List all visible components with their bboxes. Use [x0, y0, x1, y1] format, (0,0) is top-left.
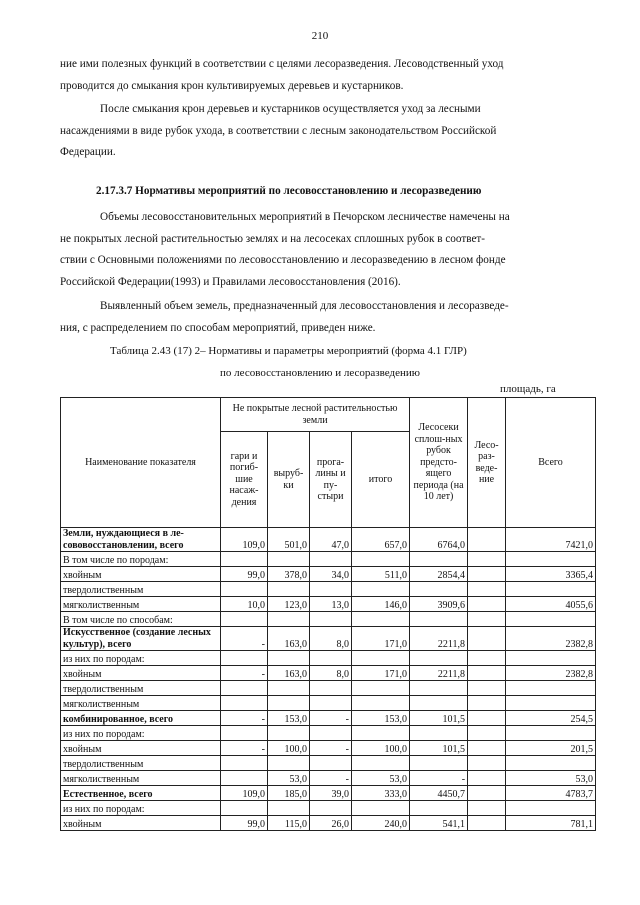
row-value	[468, 627, 506, 651]
row-value	[352, 681, 410, 696]
row-value: 4450,7	[410, 786, 468, 801]
row-value	[468, 756, 506, 771]
row-value	[221, 801, 268, 816]
table-row	[61, 816, 596, 831]
header-grand-total: Всего	[506, 398, 596, 528]
row-value: 541,1	[410, 816, 468, 831]
row-value: 146,0	[352, 597, 410, 612]
row-value: 13,0	[310, 597, 352, 612]
table-row	[61, 801, 596, 816]
table-row	[61, 612, 596, 627]
row-value: 53,0	[268, 771, 310, 786]
row-value	[221, 651, 268, 666]
row-value	[310, 756, 352, 771]
text-line: Выявленный объем земель, предназначенный для лесовосстановления и лесоразведе-	[100, 300, 509, 312]
row-value: 8,0	[310, 627, 352, 651]
row-value: 4055,6	[506, 597, 596, 612]
row-label: твердолиственным	[61, 681, 221, 696]
header-name: Наименование показателя	[61, 398, 221, 528]
row-value	[310, 681, 352, 696]
row-value	[310, 552, 352, 567]
table-row	[61, 681, 596, 696]
header-cutover: выруб-ки	[268, 432, 310, 528]
data-table	[60, 397, 596, 831]
row-value	[221, 756, 268, 771]
row-value: 240,0	[352, 816, 410, 831]
row-value: 8,0	[310, 666, 352, 681]
row-value	[506, 612, 596, 627]
table-row	[61, 696, 596, 711]
row-value: 10,0	[221, 597, 268, 612]
row-value	[221, 696, 268, 711]
text-line: ния, с распределением по способам мероприятий, приведен ниже.	[60, 321, 376, 334]
row-value	[468, 528, 506, 552]
row-value	[268, 726, 310, 741]
row-value	[468, 816, 506, 831]
row-value: 99,0	[221, 567, 268, 582]
row-value: -	[310, 771, 352, 786]
row-label: Земли, нуждающиеся в ле-сововосстановлении, всего	[61, 528, 221, 552]
row-value	[268, 552, 310, 567]
row-value	[468, 711, 506, 726]
row-label: хвойным	[61, 567, 221, 582]
table-caption-2: по лесовосстановлению и лесоразведению	[220, 367, 420, 379]
row-value: -	[221, 666, 268, 681]
row-value: -	[310, 741, 352, 756]
table-row	[61, 627, 596, 651]
row-value	[410, 696, 468, 711]
text-line: После смыкания крон деревьев и кустарников осуществляется уход за лесными	[100, 103, 481, 115]
row-value: 171,0	[352, 666, 410, 681]
row-value: 153,0	[352, 711, 410, 726]
paragraph-4	[60, 296, 582, 339]
table-row	[61, 756, 596, 771]
text-line: проводится до смыкания крон культивируемых деревьев и кустарников.	[60, 79, 404, 92]
row-value: 4783,7	[506, 786, 596, 801]
row-label: В том числе по породам:	[61, 552, 221, 567]
table-body	[61, 528, 596, 831]
row-value: 7421,0	[506, 528, 596, 552]
row-value	[468, 726, 506, 741]
header-afforestation: Лесо-раз-веде-ние	[468, 398, 506, 528]
row-value	[410, 612, 468, 627]
row-value	[468, 771, 506, 786]
row-label: мягколиственным	[61, 771, 221, 786]
row-value: 53,0	[352, 771, 410, 786]
row-value	[268, 582, 310, 597]
row-label: В том числе по способам:	[61, 612, 221, 627]
text-line: Российской Федерации(1993) и Правилами лесовосстановления (2016).	[60, 275, 401, 288]
row-value: 333,0	[352, 786, 410, 801]
text-line: Федерации.	[60, 146, 116, 158]
row-value	[310, 696, 352, 711]
row-value	[506, 651, 596, 666]
row-label: из них по породам:	[61, 801, 221, 816]
row-value: -	[310, 711, 352, 726]
header-clearcut: Лесосеки сплош-ных рубок предсто-ящего периода (на 10 лет)	[410, 398, 468, 528]
table-row	[61, 666, 596, 681]
row-value: 2382,8	[506, 666, 596, 681]
table-row	[61, 771, 596, 786]
row-value: 109,0	[221, 528, 268, 552]
text-line: ствии с Основными положениями по лесовосстановлению и лесоразведению в лесном фонде	[60, 254, 506, 266]
row-value	[352, 612, 410, 627]
row-value	[310, 801, 352, 816]
row-value	[410, 726, 468, 741]
table-row	[61, 786, 596, 801]
row-value	[221, 582, 268, 597]
row-value	[468, 651, 506, 666]
row-value	[221, 771, 268, 786]
row-value	[310, 726, 352, 741]
row-label: твердолиственным	[61, 756, 221, 771]
row-value	[506, 582, 596, 597]
table-row	[61, 711, 596, 726]
text-line: не покрытых лесной растительностью землях и на лесосеках сплошных рубок в соответ-	[60, 232, 486, 245]
row-value	[268, 756, 310, 771]
row-label: мягколиственным	[61, 696, 221, 711]
row-value	[221, 612, 268, 627]
row-value	[410, 582, 468, 597]
row-value: 100,0	[268, 741, 310, 756]
row-label: хвойным	[61, 666, 221, 681]
row-value	[410, 552, 468, 567]
row-value: 109,0	[221, 786, 268, 801]
page-number: 210	[311, 30, 329, 42]
header-unforested: Не покрытые лесной растительностью земли	[221, 398, 410, 432]
row-value	[506, 756, 596, 771]
row-value	[468, 681, 506, 696]
row-value: 2211,8	[410, 666, 468, 681]
table-row	[61, 597, 596, 612]
row-value: 511,0	[352, 567, 410, 582]
row-value	[410, 801, 468, 816]
row-value	[506, 552, 596, 567]
row-value: 39,0	[310, 786, 352, 801]
row-label: хвойным	[61, 816, 221, 831]
row-value	[310, 651, 352, 666]
row-value	[352, 696, 410, 711]
text-line: ние ими полезных функций в соответствии с целями лесоразведения. Лесоводственный уход	[60, 58, 504, 70]
row-value: 6764,0	[410, 528, 468, 552]
row-value: 100,0	[352, 741, 410, 756]
row-value	[468, 696, 506, 711]
row-value	[268, 696, 310, 711]
row-value	[221, 552, 268, 567]
row-value: 163,0	[268, 666, 310, 681]
row-value	[410, 681, 468, 696]
table-caption: Таблица 2.43 (17) 2– Нормативы и параметры мероприятий (форма 4.1 ГЛР)	[110, 345, 467, 357]
row-value: 501,0	[268, 528, 310, 552]
header-glades: прога-лины и пу-стыри	[310, 432, 352, 528]
table-row	[61, 582, 596, 597]
paragraph-1	[60, 54, 582, 97]
row-value	[221, 681, 268, 696]
row-value: -	[221, 627, 268, 651]
row-label: Естественное, всего	[61, 786, 221, 801]
row-value: 26,0	[310, 816, 352, 831]
row-value: 115,0	[268, 816, 310, 831]
row-value: 185,0	[268, 786, 310, 801]
row-value	[468, 741, 506, 756]
row-value: 657,0	[352, 528, 410, 552]
row-value	[268, 612, 310, 627]
row-value	[352, 801, 410, 816]
row-value	[468, 552, 506, 567]
row-value	[268, 681, 310, 696]
row-label: Искусственное (создание лесных культур), всего	[61, 627, 221, 651]
row-value: 34,0	[310, 567, 352, 582]
row-value	[352, 726, 410, 741]
row-value: 3909,6	[410, 597, 468, 612]
paragraph-3	[60, 207, 582, 293]
row-value	[468, 597, 506, 612]
row-value: 201,5	[506, 741, 596, 756]
row-value	[352, 582, 410, 597]
row-label: хвойным	[61, 741, 221, 756]
row-value: 123,0	[268, 597, 310, 612]
row-value	[352, 552, 410, 567]
header-burned: гари и погиб-шие насаж-дения	[221, 432, 268, 528]
row-value	[310, 582, 352, 597]
row-label: комбинированное, всего	[61, 711, 221, 726]
row-value	[268, 651, 310, 666]
table-row	[61, 741, 596, 756]
row-value: 47,0	[310, 528, 352, 552]
row-value	[352, 756, 410, 771]
row-value: 153,0	[268, 711, 310, 726]
row-value	[310, 612, 352, 627]
row-value	[506, 696, 596, 711]
row-value: 781,1	[506, 816, 596, 831]
row-value: 163,0	[268, 627, 310, 651]
row-label: твердолиственным	[61, 582, 221, 597]
row-value: -	[410, 771, 468, 786]
paragraph-2	[60, 99, 582, 164]
row-value: 254,5	[506, 711, 596, 726]
row-value: 53,0	[506, 771, 596, 786]
row-value	[506, 726, 596, 741]
table-row	[61, 567, 596, 582]
row-value	[468, 612, 506, 627]
row-value: 378,0	[268, 567, 310, 582]
row-value	[352, 651, 410, 666]
table-units: площадь, га	[500, 383, 556, 395]
section-heading: 2.17.3.7 Нормативы мероприятий по лесовосстановлению и лесоразведению	[96, 185, 482, 197]
row-value	[468, 786, 506, 801]
row-value	[506, 681, 596, 696]
table-row	[61, 552, 596, 567]
row-value: -	[221, 711, 268, 726]
row-value: 2382,8	[506, 627, 596, 651]
row-label: из них по породам:	[61, 651, 221, 666]
row-value	[506, 801, 596, 816]
row-value	[468, 666, 506, 681]
row-value	[268, 801, 310, 816]
row-value: 171,0	[352, 627, 410, 651]
row-value	[410, 651, 468, 666]
row-value: 3365,4	[506, 567, 596, 582]
row-label: мягколиственным	[61, 597, 221, 612]
row-value	[410, 756, 468, 771]
row-value: -	[221, 741, 268, 756]
row-value: 99,0	[221, 816, 268, 831]
row-value: 2854,4	[410, 567, 468, 582]
row-label: из них по породам:	[61, 726, 221, 741]
table-row	[61, 726, 596, 741]
header-total-unforested: итого	[352, 432, 410, 528]
text-line: Объемы лесовосстановительных мероприятий в Печорском лесничестве намечены на	[100, 211, 510, 223]
row-value	[221, 726, 268, 741]
row-value	[468, 567, 506, 582]
row-value	[468, 801, 506, 816]
table-row	[61, 528, 596, 552]
row-value: 2211,8	[410, 627, 468, 651]
text-line: насаждениями в виде рубок ухода, в соответствии с лесным законодательством Российской	[60, 124, 497, 137]
row-value: 101,5	[410, 741, 468, 756]
row-value: 101,5	[410, 711, 468, 726]
row-value	[468, 582, 506, 597]
table-row	[61, 651, 596, 666]
